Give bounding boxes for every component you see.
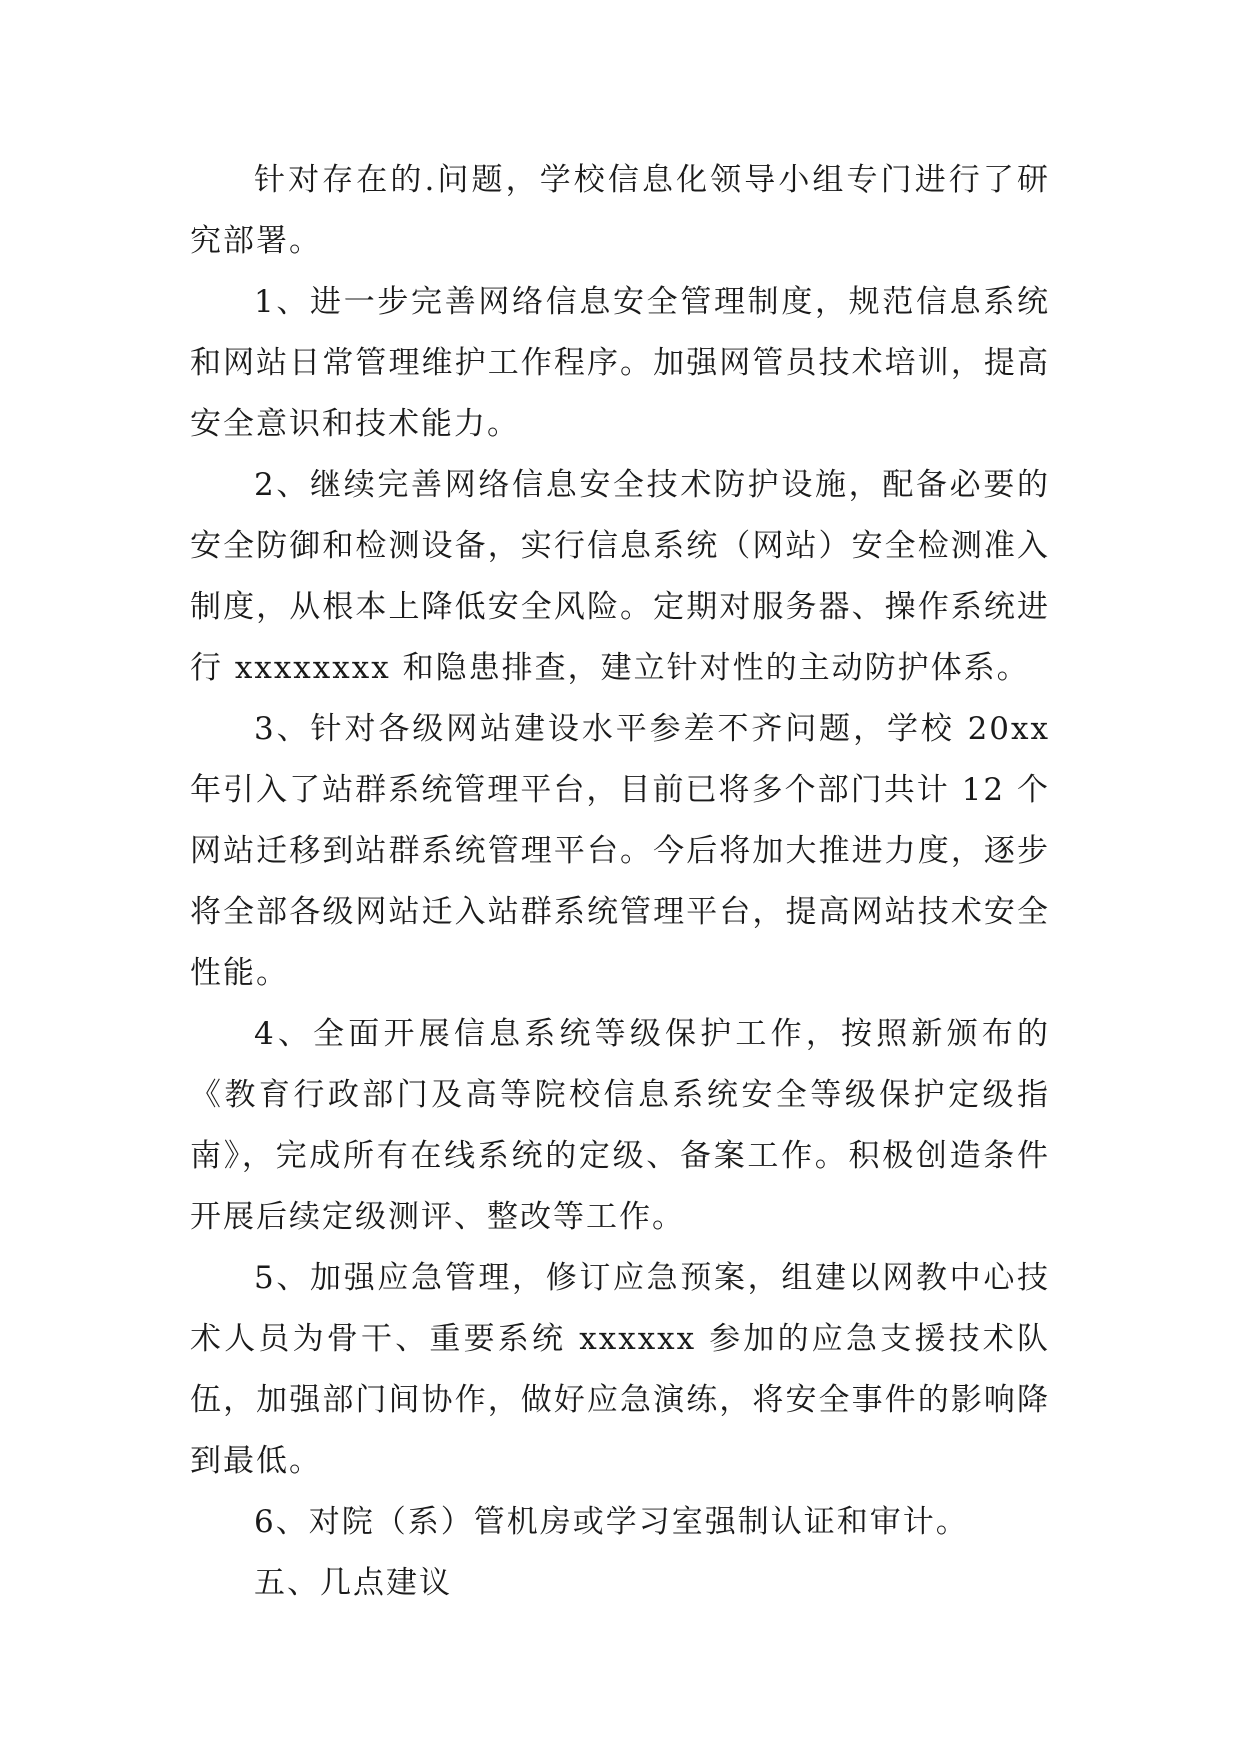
paragraph-item-1: 1、进一步完善网络信息安全管理制度，规范信息系统和网站日常管理维护工作程序。加强网管员技术培训，提高安全意识和技术能力。 [190, 284, 1050, 442]
paragraph-item-3: 3、针对各级网站建设水平参差不齐问题，学校 20xx 年引入了站群系统管理平台，目前已将多个部门共计 12 个网站迁移到站群系统管理平台。今后将加大推进力度，逐步将全部各级网站迁入站群系统管理平台，提高网站技术安全性能。 [190, 711, 1050, 991]
paragraph-item-2: 2、继续完善网络信息安全技术防护设施，配备必要的安全防御和检测设备，实行信息系统（网站）安全检测准入制度，从根本上降低安全风险。定期对服务器、操作系统进行 xxxxxxxx 和隐患排查，建立针对性的主动防护体系。 [190, 467, 1050, 686]
paragraph-item-4: 4、全面开展信息系统等级保护工作，按照新颁布的《教育行政部门及高等院校信息系统安全等级保护定级指南》，完成所有在线系统的定级、备案工作。积极创造条件开展后续定级测评、整改等工作。 [190, 1016, 1050, 1235]
paragraph-intro: 针对存在的.问题，学校信息化领导小组专门进行了研究部署。 [190, 162, 1050, 259]
document-body [190, 150, 1050, 1614]
paragraph-item-5: 5、加强应急管理，修订应急预案，组建以网教中心技术人员为骨干、重要系统 xxxxxx 参加的应急支援技术队伍，加强部门间协作，做好应急演练，将安全事件的影响降到最低。 [190, 1260, 1050, 1479]
paragraph-item-6: 6、对院（系）管机房或学习室强制认证和审计。 [254, 1504, 969, 1540]
section-heading: 五、几点建议 [254, 1565, 452, 1601]
